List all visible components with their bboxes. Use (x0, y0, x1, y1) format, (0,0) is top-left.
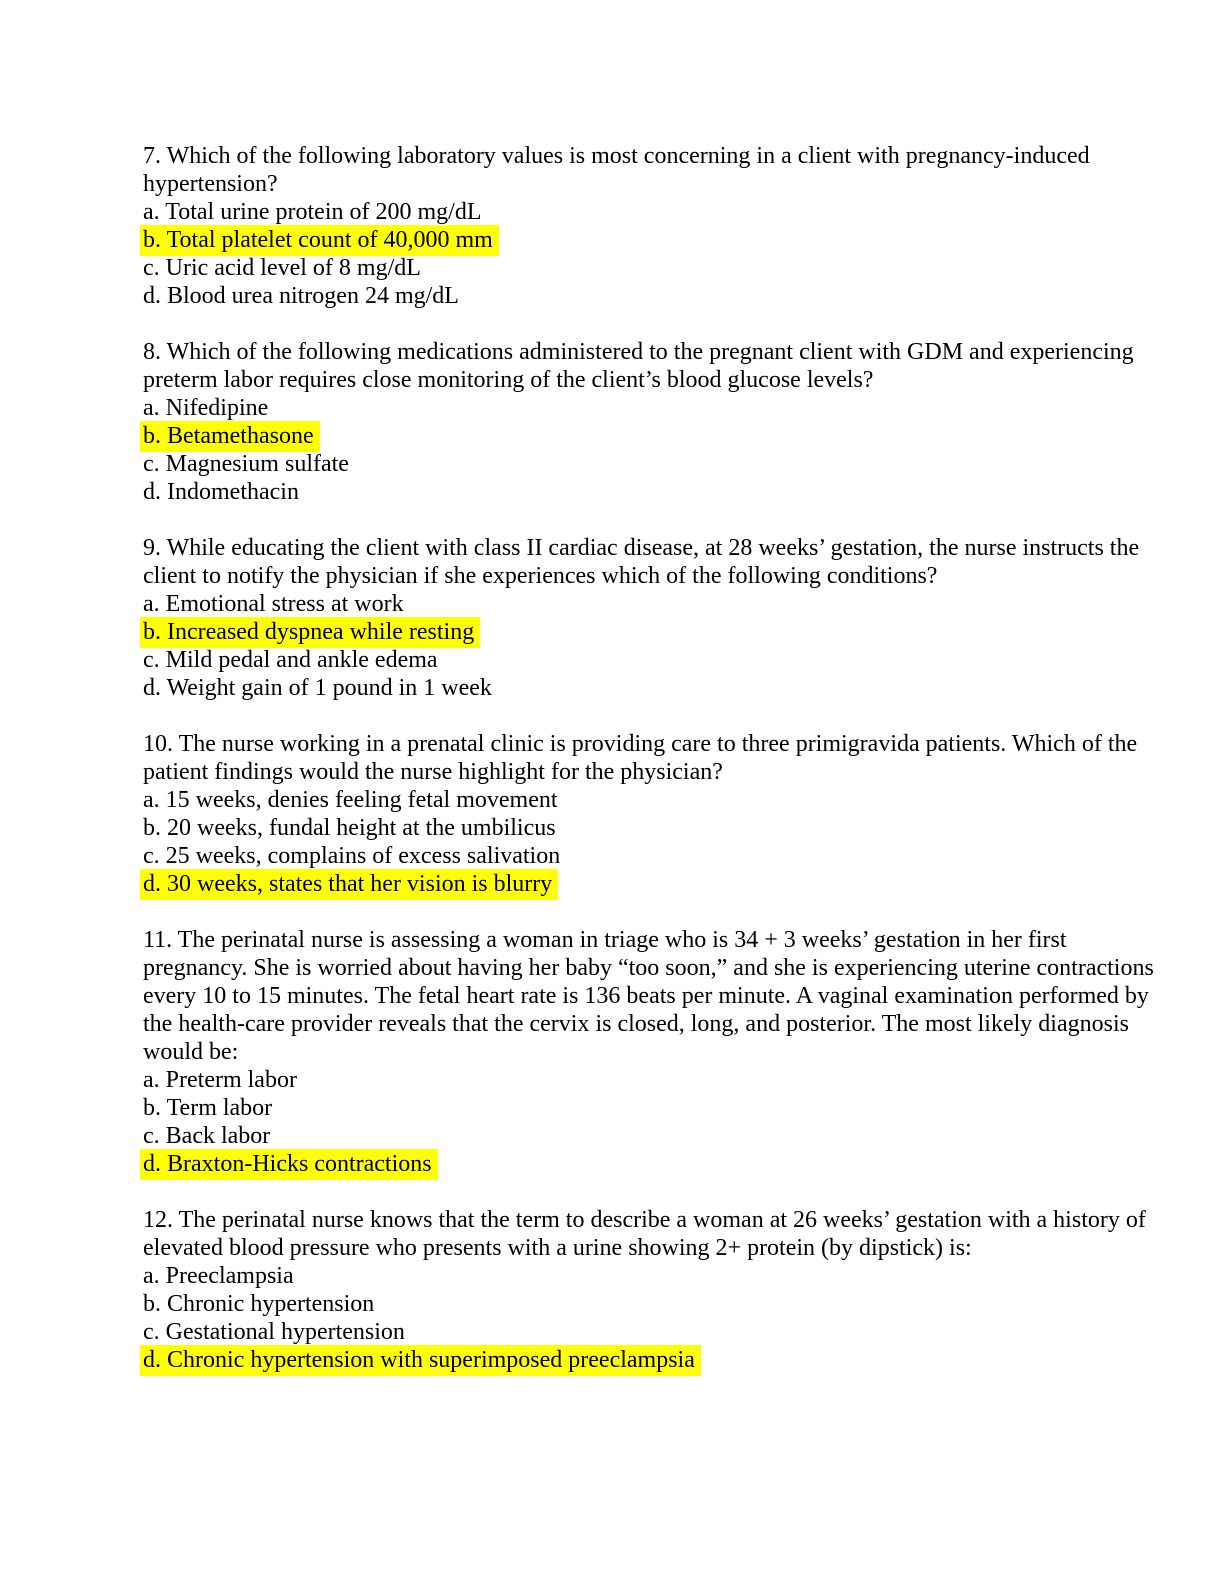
question-11-option-c-text: c. Back labor (143, 1123, 271, 1149)
question-11 (143, 926, 1175, 1178)
question-11-option-a-text: a. Preterm labor (143, 1067, 297, 1093)
question-12-option-b (143, 1290, 1175, 1318)
question-11-option-d (143, 1150, 1175, 1178)
question-10-option-d (143, 870, 1175, 898)
question-9-option-b-text: b. Increased dyspnea while resting (140, 617, 480, 648)
question-7-option-a (143, 198, 1175, 226)
question-11-option-a (143, 1066, 1175, 1094)
question-7-option-b (143, 226, 1175, 254)
question-8-option-a-text: a. Nifedipine (143, 395, 269, 421)
question-7 (143, 142, 1175, 310)
question-7-option-b-text: b. Total platelet count of 40,000 mm (140, 225, 499, 256)
question-12-option-b-text: b. Chronic hypertension (143, 1291, 375, 1317)
question-7-option-c (143, 254, 1175, 282)
question-10-option-a (143, 786, 1175, 814)
question-9-option-c (143, 646, 1175, 674)
question-9-option-a-text: a. Emotional stress at work (143, 591, 404, 617)
question-7-option-d-text: d. Blood urea nitrogen 24 mg/dL (143, 283, 459, 309)
question-12-option-a-text: a. Preeclampsia (143, 1263, 294, 1289)
question-11-option-d-text: d. Braxton-Hicks contractions (140, 1149, 438, 1180)
question-11-option-c (143, 1122, 1175, 1150)
question-12-text: 12. The perinatal nurse knows that the term to describe a woman at 26 weeks’ gestation with a history of elevated blood pressure who presents with a urine showing 2+ protein (by dipstick) is: (143, 1207, 1146, 1261)
question-9 (143, 534, 1175, 702)
question-10-option-b-text: b. 20 weeks, fundal height at the umbilicus (143, 815, 556, 841)
question-10-text: 10. The nurse working in a prenatal clinic is providing care to three primigravida patients. Which of the patient findings would the nurse highlight for the physician? (143, 731, 1138, 785)
question-10-option-c-text: c. 25 weeks, complains of excess salivation (143, 843, 561, 869)
question-7-option-c-text: c. Uric acid level of 8 mg/dL (143, 255, 421, 281)
question-9-option-d (143, 674, 1175, 702)
question-8-option-b (143, 422, 1175, 450)
question-12-option-d (143, 1346, 1175, 1374)
question-12-option-d-text: d. Chronic hypertension with superimposed preeclampsia (140, 1345, 701, 1376)
question-10-option-c (143, 842, 1175, 870)
question-8-option-c (143, 450, 1175, 478)
question-12-option-a (143, 1262, 1175, 1290)
question-8 (143, 338, 1175, 506)
question-12-option-c (143, 1318, 1175, 1346)
question-9-text: 9. While educating the client with class II cardiac disease, at 28 weeks’ gestation, the nurse instructs the client to notify the physician if she experiences which of the following conditions? (143, 535, 1140, 589)
question-12 (143, 1206, 1175, 1374)
question-8-option-a (143, 394, 1175, 422)
question-9-option-c-text: c. Mild pedal and ankle edema (143, 647, 438, 673)
question-11-text: 11. The perinatal nurse is assessing a woman in triage who is 34 + 3 weeks’ gestation in her first pregnancy. She is worried about having her baby “too soon,” and she is experiencing uterine contractions every 10 to 15 minutes. The fetal heart rate is 136 beats per minute. A vaginal examination performed by the health-care provider reveals that the cervix is closed, long, and posterior. The most likely diagnosis would be: (143, 927, 1154, 1065)
question-11-option-b-text: b. Term labor (143, 1095, 273, 1121)
question-9-option-a (143, 590, 1175, 618)
question-8-option-d-text: d. Indomethacin (143, 479, 299, 505)
question-10-option-b (143, 814, 1175, 842)
question-10-option-a-text: a. 15 weeks, denies feeling fetal movement (143, 787, 558, 813)
question-9-option-b (143, 618, 1175, 646)
question-10 (143, 730, 1175, 898)
question-8-text: 8. Which of the following medications administered to the pregnant client with GDM and experiencing preterm labor requires close monitoring of the client’s blood glucose levels? (143, 339, 1134, 393)
question-12-option-c-text: c. Gestational hypertension (143, 1319, 405, 1345)
question-10-option-d-text: d. 30 weeks, states that her vision is blurry (140, 869, 558, 900)
document-page (143, 142, 1175, 1374)
question-7-text: 7. Which of the following laboratory values is most concerning in a client with pregnancy-induced hypertension? (143, 143, 1090, 197)
question-11-option-b (143, 1094, 1175, 1122)
question-8-option-b-text: b. Betamethasone (140, 421, 320, 452)
question-7-option-d (143, 282, 1175, 310)
question-9-option-d-text: d. Weight gain of 1 pound in 1 week (143, 675, 492, 701)
question-8-option-d (143, 478, 1175, 506)
question-7-option-a-text: a. Total urine protein of 200 mg/dL (143, 199, 482, 225)
question-8-option-c-text: c. Magnesium sulfate (143, 451, 349, 477)
